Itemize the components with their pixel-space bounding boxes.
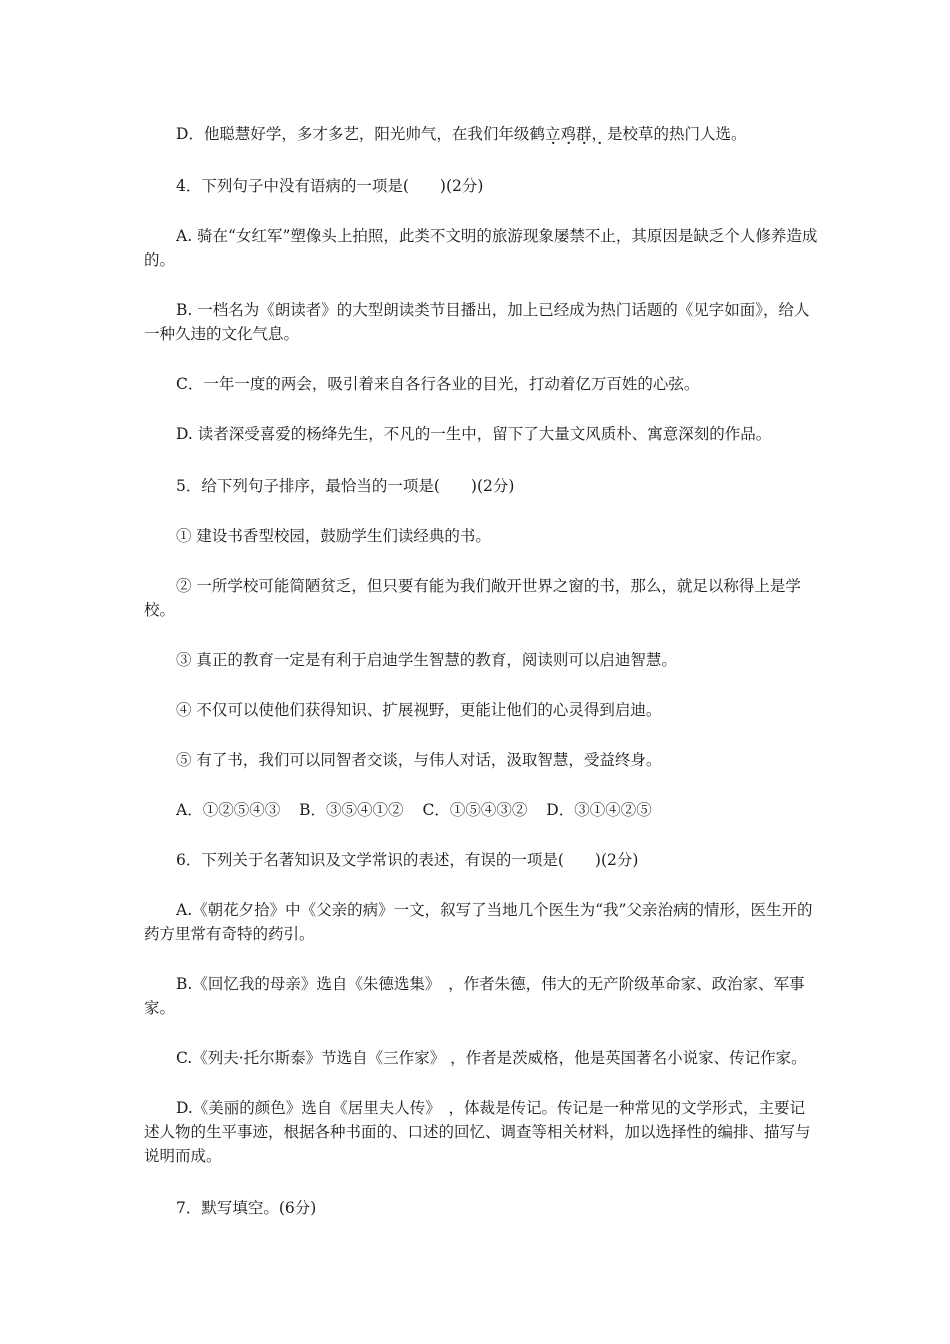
q3-option-d <box>144 122 820 146</box>
emphasized-char: 鹤 <box>529 125 545 143</box>
q5-option-d: D．③①④②⑤ <box>546 801 652 819</box>
q6-option-b: B.《回忆我的母亲》选自《朱德选集》 ，作者朱德，伟大的无产阶级革命家、政治家、军事家。 <box>144 975 805 1017</box>
q4-option-d: D. 读者深受喜爱的杨绛先生，不凡的一生中，留下了大量文风质朴、寓意深刻的作品。 <box>176 425 772 443</box>
q5-stem: 5．给下列句子排序，最恰当的一项是( )(2分) <box>176 477 515 495</box>
q5-sentence-3: ③ 真正的教育一定是有利于启迪学生智慧的教育，阅读则可以启迪智慧。 <box>176 651 677 669</box>
q5-options <box>144 798 820 822</box>
q3-option-d-suffix: ，是校草的热门人选。 <box>591 125 747 143</box>
q5-sentence-4: ④ 不仅可以使他们获得知识、扩展视野，更能让他们的心灵得到启迪。 <box>176 701 662 719</box>
emphasized-char: 群 <box>575 125 592 143</box>
q5-sentence-1: ① 建设书香型校园，鼓励学生们读经典的书。 <box>176 527 491 545</box>
q6-option-c: C.《列夫·托尔斯泰》节选自《三作家》 ，作者是茨威格，他是英国著名小说家、传记作家。 <box>176 1049 807 1067</box>
q5-sentence-2: ② 一所学校可能简陋贫乏，但只要有能为我们敞开世界之窗的书，那么，就足以称得上是学校。 <box>144 577 801 619</box>
q4-option-a: A. 骑在“女红军”塑像头上拍照，此类不文明的旅游现象屡禁不止，其原因是缺乏个人修养造成的。 <box>144 227 818 269</box>
q7-stem: 7．默写填空。(6分) <box>176 1199 317 1217</box>
emphasized-char: 鸡 <box>560 125 576 143</box>
q4-option-c: C．一年一度的两会，吸引着来自各行各业的目光，打动着亿万百姓的心弦。 <box>176 375 700 393</box>
q5-option-b: B．③⑤④①② <box>299 801 404 819</box>
q5-option-c: C．①⑤④③② <box>422 801 528 819</box>
emphasized-char: 立 <box>544 125 561 143</box>
q5-option-a: A．①②⑤④③ <box>176 801 281 819</box>
q4-stem: 4．下列句子中没有语病的一项是( )(2分) <box>176 177 484 195</box>
q3-option-d-prefix: D．他聪慧好学，多才多艺，阳光帅气，在我们年级 <box>176 125 530 143</box>
q6-stem: 6．下列关于名著知识及文学常识的表述，有误的一项是( )(2分) <box>176 851 639 869</box>
q4-option-b: B. 一档名为《朗读者》的大型朗读类节目播出，加上已经成为热门话题的《见字如面》，给人一种久违的文化气息。 <box>144 301 810 343</box>
q5-sentence-5: ⑤ 有了书，我们可以同智者交谈，与伟人对话，汲取智慧，受益终身。 <box>176 751 662 769</box>
q6-option-d: D.《美丽的颜色》选自《居里夫人传》 ，体裁是传记。传记是一种常见的文学形式，主要记述人物的生平事迹，根据各种书面的、口述的回忆、调查等相关材料，加以选择性的编排、描写与说明而成。 <box>144 1099 811 1165</box>
q6-option-a: A.《朝花夕拾》中《父亲的病》一文，叙写了当地几个医生为“我”父亲治病的情形，医生开的药方里常有奇特的药引。 <box>144 901 813 943</box>
